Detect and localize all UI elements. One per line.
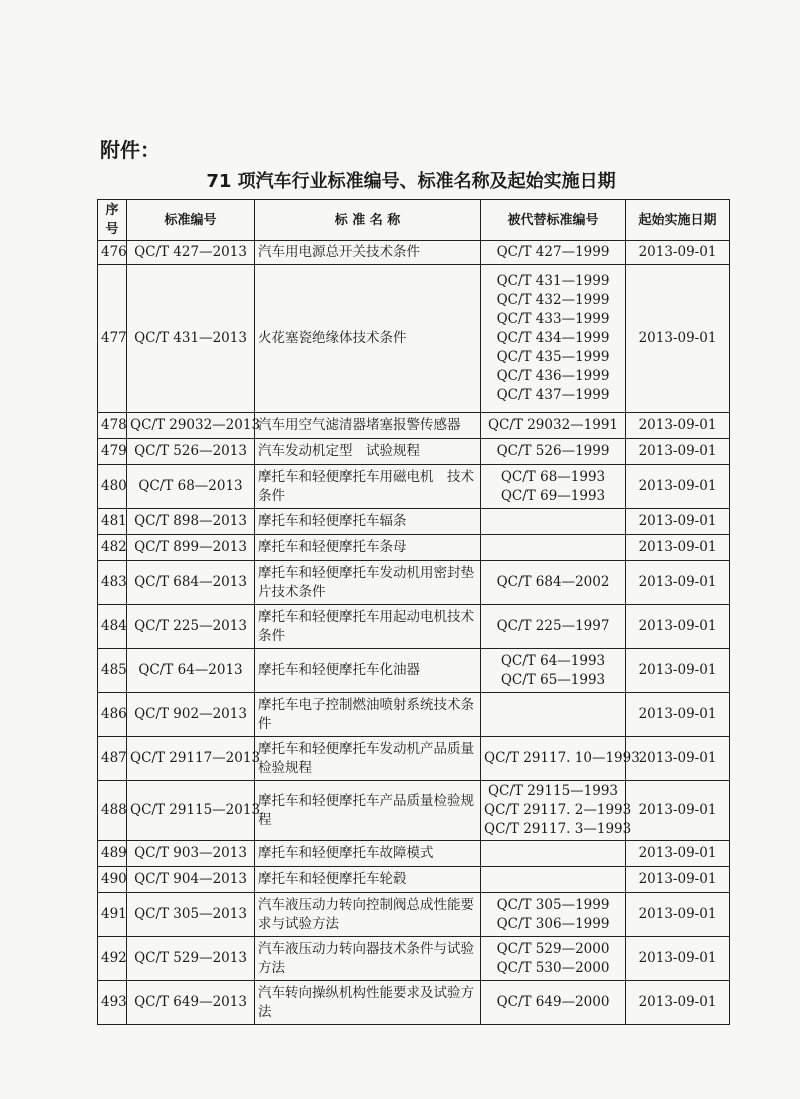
standard-name: 摩托车和轻便摩托车条母 xyxy=(255,535,481,561)
standard-name: 摩托车电子控制燃油喷射系统技术条件 xyxy=(255,693,481,737)
effective-date: 2013-09-01 xyxy=(626,535,730,561)
standard-code: QC/T 305—2013 xyxy=(127,893,255,937)
table-row xyxy=(98,509,730,535)
effective-date: 2013-09-01 xyxy=(626,509,730,535)
replaced-standards xyxy=(481,413,626,439)
row-number: 478 xyxy=(98,413,127,439)
replaced-standard-code: QC/T 437—1999 xyxy=(496,387,610,403)
row-number: 480 xyxy=(98,465,127,509)
replaced-standards xyxy=(481,867,626,893)
standard-name: 摩托车和轻便摩托车化油器 xyxy=(255,649,481,693)
row-number: 483 xyxy=(98,561,127,605)
table-row xyxy=(98,693,730,737)
table-row xyxy=(98,937,730,981)
row-number: 487 xyxy=(98,737,127,781)
effective-date: 2013-09-01 xyxy=(626,693,730,737)
table-header-row xyxy=(98,200,730,241)
replaced-standards xyxy=(481,535,626,561)
replaced-standard-code: QC/T 436—1999 xyxy=(496,368,610,384)
standard-code: QC/T 427—2013 xyxy=(127,241,255,265)
replaced-standards xyxy=(481,561,626,605)
standard-code: QC/T 904—2013 xyxy=(127,867,255,893)
effective-date: 2013-09-01 xyxy=(626,265,730,413)
header-no: 序号 xyxy=(98,200,127,241)
effective-date: 2013-09-01 xyxy=(626,413,730,439)
row-number: 485 xyxy=(98,649,127,693)
standard-name: 摩托车和轻便摩托车用磁电机 技术条件 xyxy=(255,465,481,509)
replaced-standards xyxy=(481,649,626,693)
standard-code: QC/T 899—2013 xyxy=(127,535,255,561)
replaced-standard-code: QC/T 427—1999 xyxy=(496,244,610,260)
standard-code: QC/T 225—2013 xyxy=(127,605,255,649)
standard-code: QC/T 68—2013 xyxy=(127,465,255,509)
replaced-standard-code: QC/T 29032—1991 xyxy=(487,417,619,433)
table-row xyxy=(98,535,730,561)
standards-table xyxy=(97,199,730,1025)
effective-date: 2013-09-01 xyxy=(626,893,730,937)
standard-code: QC/T 526—2013 xyxy=(127,439,255,465)
standard-name: 摩托车和轻便摩托车发动机产品质量检验规程 xyxy=(255,737,481,781)
row-number: 491 xyxy=(98,893,127,937)
replaced-standards xyxy=(481,693,626,737)
table-row xyxy=(98,649,730,693)
effective-date: 2013-09-01 xyxy=(626,981,730,1025)
table-row xyxy=(98,605,730,649)
effective-date: 2013-09-01 xyxy=(626,439,730,465)
standard-name: 摩托车和轻便摩托车用起动电机技术条件 xyxy=(255,605,481,649)
standard-name: 摩托车和轻便摩托车辐条 xyxy=(255,509,481,535)
header-date: 起始实施日期 xyxy=(626,200,730,241)
replaced-standard-code: QC/T 29115—1993 xyxy=(487,783,619,799)
replaced-standard-code: QC/T 305—1999 xyxy=(496,896,610,913)
standard-name: 汽车用电源总开关技术条件 xyxy=(255,241,481,265)
replaced-standard-code: QC/T 530—2000 xyxy=(496,959,610,976)
standard-code: QC/T 29117—2013 xyxy=(127,737,255,781)
effective-date: 2013-09-01 xyxy=(626,241,730,265)
table-row xyxy=(98,265,730,413)
standard-name: 汽车液压动力转向控制阀总成性能要求与试验方法 xyxy=(255,893,481,937)
replaced-standards xyxy=(481,737,640,781)
standard-code: QC/T 902—2013 xyxy=(127,693,255,737)
standard-name: 摩托车和轻便摩托车产品质量检验规程 xyxy=(255,781,481,841)
replaced-standards xyxy=(481,893,626,937)
standard-code: QC/T 431—2013 xyxy=(127,265,255,413)
replaced-standard-code: QC/T 29117. 2—1993 xyxy=(484,802,632,818)
row-number: 479 xyxy=(98,439,127,465)
replaced-standards xyxy=(481,241,626,265)
row-number: 481 xyxy=(98,509,127,535)
replaced-standards xyxy=(481,439,626,465)
replaced-standard-code: QC/T 306—1999 xyxy=(496,915,610,932)
header-code: 标准编号 xyxy=(127,200,255,241)
standard-name: 汽车用空气滤清器堵塞报警传感器 xyxy=(255,413,481,439)
replaced-standards xyxy=(481,781,632,841)
header-replaced: 被代替标准编号 xyxy=(481,200,626,241)
standard-code: QC/T 903—2013 xyxy=(127,841,255,867)
row-number: 490 xyxy=(98,867,127,893)
standard-code: QC/T 64—2013 xyxy=(127,649,255,693)
standard-name: 火花塞瓷绝缘体技术条件 xyxy=(255,265,481,413)
row-number: 477 xyxy=(98,265,127,413)
replaced-standard-code: QC/T 432—1999 xyxy=(496,292,610,308)
row-number: 484 xyxy=(98,605,127,649)
effective-date: 2013-09-01 xyxy=(626,841,730,867)
effective-date: 2013-09-01 xyxy=(626,465,730,509)
standard-name: 汽车发动机定型 试验规程 xyxy=(255,439,481,465)
row-number: 488 xyxy=(98,781,127,841)
standard-name: 摩托车和轻便摩托车发动机用密封垫片技术条件 xyxy=(255,561,481,605)
replaced-standard-code: QC/T 431—1999 xyxy=(496,273,610,289)
table-row xyxy=(98,561,730,605)
replaced-standard-code: QC/T 225—1997 xyxy=(496,618,610,634)
row-number: 493 xyxy=(98,981,127,1025)
standard-code: QC/T 29115—2013 xyxy=(127,781,255,841)
standard-code: QC/T 898—2013 xyxy=(127,509,255,535)
replaced-standard-code: QC/T 529—2000 xyxy=(496,940,610,957)
row-number: 486 xyxy=(98,693,127,737)
replaced-standard-code: QC/T 29117. 3—1993 xyxy=(484,821,632,837)
standard-name: 摩托车和轻便摩托车轮毂 xyxy=(255,867,481,893)
standard-name: 汽车液压动力转向器技术条件与试验方法 xyxy=(255,937,481,981)
effective-date: 2013-09-01 xyxy=(626,781,730,841)
row-number: 492 xyxy=(98,937,127,981)
table-body xyxy=(98,241,730,1025)
replaced-standard-code: QC/T 433—1999 xyxy=(496,311,610,327)
effective-date: 2013-09-01 xyxy=(626,561,730,605)
replaced-standard-code: QC/T 69—1993 xyxy=(500,487,606,504)
table-row xyxy=(98,841,730,867)
replaced-standards xyxy=(481,509,626,535)
document-title: 71 项汽车行业标准编号、标准名称及起始实施日期 xyxy=(206,171,616,192)
header-name: 标 准 名 称 xyxy=(255,200,481,241)
standard-code: QC/T 649—2013 xyxy=(127,981,255,1025)
replaced-standards xyxy=(481,841,626,867)
standard-code: QC/T 684—2013 xyxy=(127,561,255,605)
table-row xyxy=(98,781,730,841)
effective-date: 2013-09-01 xyxy=(626,649,730,693)
standard-code: QC/T 29032—2013 xyxy=(127,413,255,439)
table-row xyxy=(98,439,730,465)
row-number: 482 xyxy=(98,535,127,561)
row-number: 476 xyxy=(98,241,127,265)
replaced-standards xyxy=(481,465,626,509)
replaced-standard-code: QC/T 684—2002 xyxy=(496,574,610,590)
table-row xyxy=(98,465,730,509)
replaced-standard-code: QC/T 64—1993 xyxy=(500,652,606,669)
replaced-standards xyxy=(481,981,626,1025)
row-number: 489 xyxy=(98,841,127,867)
table-row xyxy=(98,867,730,893)
replaced-standard-code: QC/T 526—1999 xyxy=(496,443,610,459)
replaced-standard-code: QC/T 649—2000 xyxy=(496,994,610,1010)
replaced-standard-code: QC/T 434—1999 xyxy=(496,330,610,346)
standard-code: QC/T 529—2013 xyxy=(127,937,255,981)
effective-date: 2013-09-01 xyxy=(626,737,730,781)
table-row xyxy=(98,413,730,439)
effective-date: 2013-09-01 xyxy=(626,867,730,893)
replaced-standard-code: QC/T 65—1993 xyxy=(500,671,606,688)
replaced-standards xyxy=(481,937,626,981)
effective-date: 2013-09-01 xyxy=(626,937,730,981)
table-row xyxy=(98,981,730,1025)
effective-date: 2013-09-01 xyxy=(626,605,730,649)
replaced-standards xyxy=(481,605,626,649)
attachment-heading: 附件： xyxy=(100,138,160,162)
standard-name: 汽车转向操纵机构性能要求及试验方法 xyxy=(255,981,481,1025)
replaced-standard-code: QC/T 68—1993 xyxy=(500,468,606,485)
replaced-standards xyxy=(481,265,626,413)
replaced-standard-code: QC/T 435—1999 xyxy=(496,349,610,365)
replaced-standard-code: QC/T 29117. 10—1993 xyxy=(484,750,640,766)
table-row xyxy=(98,241,730,265)
table-row xyxy=(98,893,730,937)
standard-name: 摩托车和轻便摩托车故障模式 xyxy=(255,841,481,867)
table-row xyxy=(98,737,730,781)
